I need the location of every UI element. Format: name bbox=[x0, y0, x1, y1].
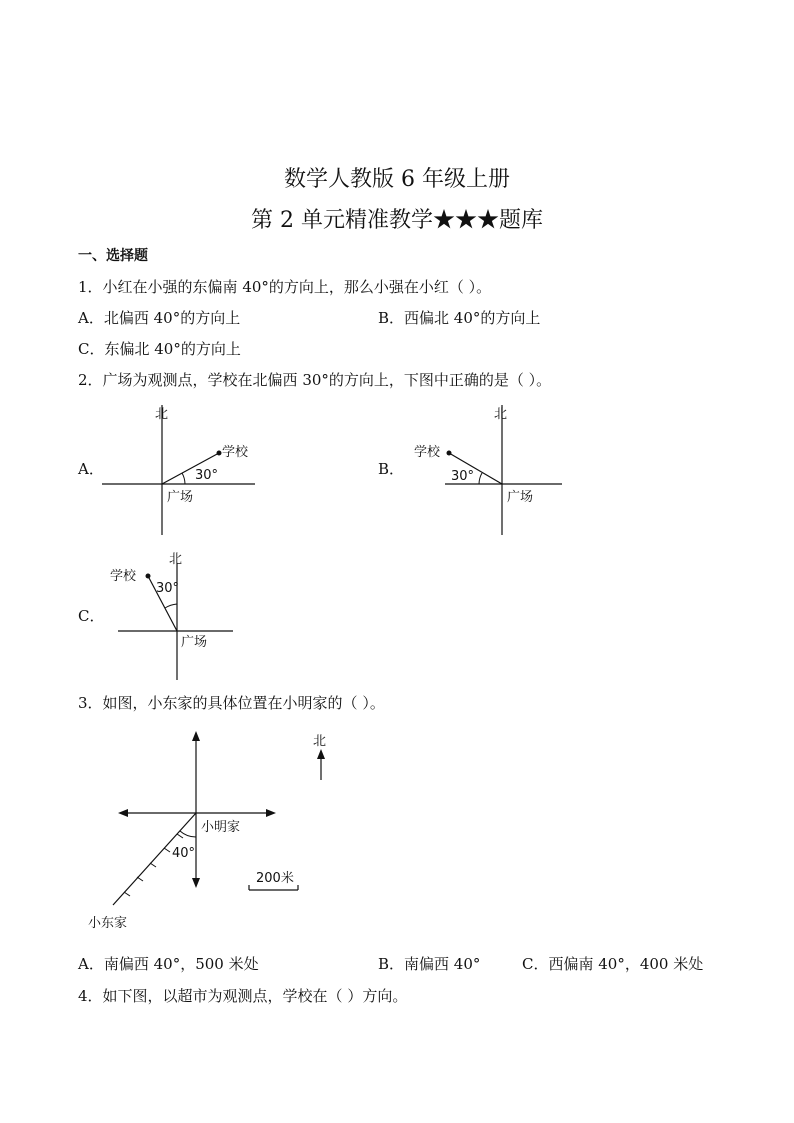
question-3-option-a: A．南偏西 40°，500 米处 bbox=[78, 955, 259, 973]
school-label: 学校 bbox=[110, 569, 137, 584]
question-3-stem: 3．如图，小东家的具体位置在小明家的（ ）。 bbox=[78, 694, 385, 712]
school-label: 学校 bbox=[414, 445, 441, 460]
question-2-option-a-label: A． bbox=[78, 460, 104, 478]
question-1-option-a: A．北偏西 40°的方向上 bbox=[78, 309, 241, 327]
school-label: 学校 bbox=[222, 445, 249, 460]
scale-label: 200米 bbox=[256, 871, 294, 886]
question-2-option-b-label: B． bbox=[378, 460, 405, 478]
question-1-option-b: B．西偏北 40°的方向上 bbox=[378, 309, 541, 327]
page-subtitle: 第 2 单元精准教学★★★题库 bbox=[251, 208, 543, 233]
angle-label: 30° bbox=[195, 468, 219, 483]
north-label: 北 bbox=[494, 407, 508, 422]
question-1-stem: 1．小红在小强的东偏南 40°的方向上，那么小强在小红（ ）。 bbox=[78, 278, 492, 296]
question-2-stem: 2．广场为观测点，学校在北偏西 30°的方向上，下图中正确的是（ ）。 bbox=[78, 371, 552, 389]
question-4-stem: 4．如下图，以超市为观测点，学校在（ ）方向。 bbox=[78, 987, 408, 1005]
question-2-diagram-b bbox=[410, 400, 580, 540]
xiaodong-home-label: 小东家 bbox=[88, 916, 128, 931]
square-label: 广场 bbox=[507, 490, 534, 505]
question-3-option-b: B．南偏西 40° bbox=[378, 955, 481, 973]
square-label: 广场 bbox=[167, 490, 194, 505]
north-label: 北 bbox=[313, 734, 327, 749]
question-3-diagram bbox=[80, 725, 340, 935]
question-2-diagram-c bbox=[105, 545, 245, 685]
xiaoming-home-label: 小明家 bbox=[201, 820, 241, 835]
north-label: 北 bbox=[169, 552, 183, 567]
question-2-diagram-a bbox=[95, 400, 275, 540]
section-heading: 一、选择题 bbox=[78, 248, 148, 264]
page-title: 数学人教版 6 年级上册 bbox=[284, 167, 510, 192]
question-1-option-c: C．东偏北 40°的方向上 bbox=[78, 340, 241, 358]
angle-label: 40° bbox=[172, 846, 196, 861]
angle-label: 30° bbox=[451, 469, 475, 484]
square-label: 广场 bbox=[181, 635, 208, 650]
angle-label: 30° bbox=[156, 581, 180, 596]
question-2-option-c-label: C． bbox=[78, 607, 105, 625]
north-label: 北 bbox=[155, 407, 169, 422]
question-3-option-c: C．西偏南 40°，400 米处 bbox=[522, 955, 704, 973]
